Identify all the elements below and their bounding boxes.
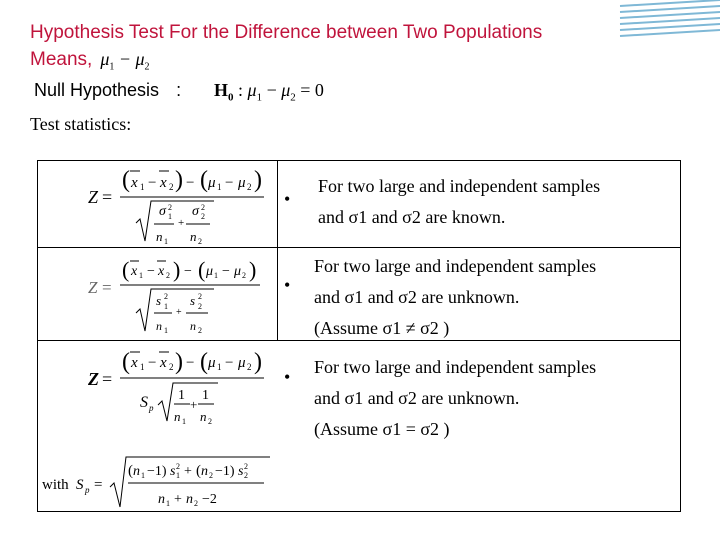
svg-text:1: 1	[166, 499, 170, 508]
svg-text:n: n	[200, 409, 207, 424]
svg-text:2: 2	[169, 362, 174, 372]
svg-text:+: +	[174, 492, 182, 507]
svg-text:2: 2	[194, 499, 198, 508]
svg-text:): )	[175, 349, 183, 375]
table-divider-vertical	[277, 161, 278, 341]
svg-text:2: 2	[168, 203, 172, 212]
svg-text:2: 2	[198, 302, 202, 311]
svg-text:n: n	[156, 229, 163, 244]
svg-text:s: s	[170, 464, 176, 479]
svg-text:n: n	[190, 319, 196, 333]
z-formula-known-sigma	[82, 163, 272, 245]
svg-text:−: −	[148, 175, 157, 191]
svg-text:(: (	[122, 257, 130, 282]
svg-text:(: (	[122, 349, 130, 375]
svg-text:2: 2	[198, 326, 202, 335]
svg-text:1: 1	[140, 362, 145, 372]
svg-text:σ: σ	[159, 204, 166, 219]
svg-text:−: −	[148, 355, 157, 371]
svg-text:=: =	[102, 369, 113, 389]
svg-text:+: +	[178, 217, 185, 229]
svg-text:(: (	[128, 463, 133, 479]
svg-text:+: +	[184, 464, 192, 479]
svg-text:−: −	[225, 355, 234, 371]
svg-text:−: −	[184, 264, 192, 279]
case-1-line-1: For two large and independent samples	[318, 176, 601, 196]
case-1-line-2: and σ1 and σ2 are known.	[318, 207, 506, 227]
svg-text:x: x	[131, 264, 138, 279]
slide-title	[30, 20, 670, 81]
test-statistics-label: Test statistics:	[30, 114, 132, 134]
case-2-line-2: and σ1 and σ2 are unknown.	[314, 287, 520, 307]
svg-text:(: (	[198, 257, 206, 282]
svg-text:1: 1	[164, 326, 168, 335]
title-line-2	[30, 46, 670, 81]
test-statistics-table	[37, 160, 681, 512]
mu-difference-formula: $\mu_1 - \mu_2$	[100, 49, 150, 73]
svg-text:2: 2	[208, 417, 212, 426]
svg-text:2: 2	[247, 182, 252, 192]
null-hypothesis-label: Null Hypothesis	[34, 80, 160, 100]
bullet-1: •	[284, 189, 291, 209]
case-3-line-1: For two large and independent samples	[314, 357, 597, 377]
null-hypothesis-colon: :	[176, 80, 182, 100]
svg-text:+: +	[176, 307, 182, 318]
svg-text:2: 2	[244, 471, 248, 480]
svg-text:x: x	[131, 175, 138, 191]
title-line-2-text: Means,	[30, 49, 93, 70]
svg-text:1: 1	[140, 182, 145, 192]
with-label: with	[42, 477, 69, 493]
svg-text:2: 2	[247, 362, 252, 372]
svg-text:−: −	[147, 264, 155, 279]
svg-text:(: (	[196, 463, 201, 479]
svg-text:S: S	[140, 394, 148, 411]
svg-text:n: n	[186, 492, 193, 507]
svg-text:+: +	[190, 397, 198, 412]
svg-text:x: x	[158, 264, 165, 279]
svg-text:−1): −1)	[147, 464, 167, 479]
svg-text:=: =	[102, 187, 113, 207]
svg-text:n: n	[201, 464, 208, 479]
svg-text:1: 1	[217, 362, 222, 372]
svg-text:σ: σ	[192, 204, 199, 219]
svg-text:): )	[254, 167, 262, 193]
svg-text:μ: μ	[208, 175, 216, 191]
svg-text:n: n	[156, 319, 162, 333]
case-2-line-1: For two large and independent samples	[314, 256, 597, 276]
svg-text:1: 1	[178, 388, 185, 403]
svg-text:−: −	[225, 175, 234, 191]
svg-text:−: −	[186, 175, 195, 191]
z-formula-unknown-unequal	[82, 253, 272, 335]
svg-text:(: (	[200, 349, 208, 375]
svg-text:): )	[249, 257, 257, 282]
svg-text:x: x	[131, 355, 138, 371]
case-3-description	[314, 352, 596, 445]
svg-text:2: 2	[198, 237, 202, 245]
title-line-1: Hypothesis Test For the Difference between Two Populations	[30, 22, 543, 43]
svg-text:2: 2	[201, 212, 205, 221]
null-hypothesis-formula: $H_0$ : $\mu_1 - \mu_2 = 0$	[214, 80, 324, 104]
svg-text:1: 1	[202, 388, 209, 403]
svg-text:1: 1	[141, 471, 145, 480]
svg-text:μ: μ	[238, 355, 246, 371]
svg-text:s: s	[238, 464, 244, 479]
svg-text:−1): −1)	[215, 464, 235, 479]
svg-text:2: 2	[166, 271, 170, 280]
svg-text:2: 2	[164, 292, 168, 301]
svg-text:x: x	[160, 175, 167, 191]
z-formula-pooled	[82, 345, 272, 429]
svg-text:n: n	[174, 409, 181, 424]
svg-text:s: s	[190, 293, 196, 308]
null-hypothesis	[34, 80, 324, 104]
svg-text:1: 1	[182, 417, 186, 426]
svg-text:1: 1	[214, 271, 218, 280]
bullet-3: •	[284, 367, 291, 387]
svg-text:=: =	[94, 477, 103, 493]
case-1-description	[318, 171, 600, 233]
pooled-sp-formula	[40, 451, 280, 511]
svg-text:1: 1	[164, 302, 168, 311]
svg-text:): )	[173, 257, 181, 282]
svg-text:n: n	[158, 492, 165, 507]
svg-text:x: x	[160, 355, 167, 371]
svg-text:s: s	[156, 293, 162, 308]
svg-text:2: 2	[242, 271, 246, 280]
svg-text:2: 2	[176, 462, 180, 471]
svg-text:p: p	[85, 485, 90, 495]
svg-text:S: S	[76, 477, 84, 493]
bullet-2: •	[284, 275, 291, 295]
svg-text:1: 1	[217, 182, 222, 192]
case-3-line-3: (Assume σ1 = σ2 )	[314, 419, 450, 439]
case-3-line-2: and σ1 and σ2 are unknown.	[314, 388, 520, 408]
svg-text:1: 1	[176, 471, 180, 480]
table-divider-row-1	[38, 247, 680, 248]
svg-text:Z: Z	[88, 369, 99, 389]
svg-text:(: (	[200, 167, 208, 193]
svg-text:2: 2	[209, 471, 213, 480]
svg-text:2: 2	[201, 203, 205, 212]
case-2-description	[314, 251, 596, 344]
svg-text:2: 2	[244, 462, 248, 471]
svg-text:1: 1	[164, 237, 168, 245]
svg-text:−: −	[186, 355, 195, 371]
svg-text:2: 2	[169, 182, 174, 192]
svg-text:1: 1	[168, 212, 172, 221]
svg-text:μ: μ	[206, 264, 214, 279]
svg-text:μ: μ	[234, 264, 242, 279]
svg-text:−: −	[222, 264, 230, 279]
svg-text:n: n	[133, 464, 140, 479]
svg-text:μ: μ	[208, 355, 216, 371]
case-2-line-3: (Assume σ1 ≠ σ2 )	[314, 318, 450, 338]
svg-text:(: (	[122, 167, 130, 193]
svg-text:n: n	[190, 229, 197, 244]
svg-text:p: p	[149, 403, 154, 413]
svg-text:Z: Z	[88, 187, 99, 207]
svg-text:=: =	[102, 278, 112, 297]
svg-text:μ: μ	[238, 175, 246, 191]
svg-text:1: 1	[139, 271, 143, 280]
svg-text:): )	[254, 349, 262, 375]
svg-text:Z: Z	[88, 278, 98, 297]
svg-text:−2: −2	[202, 492, 217, 507]
svg-text:): )	[175, 167, 183, 193]
svg-text:2: 2	[198, 292, 202, 301]
